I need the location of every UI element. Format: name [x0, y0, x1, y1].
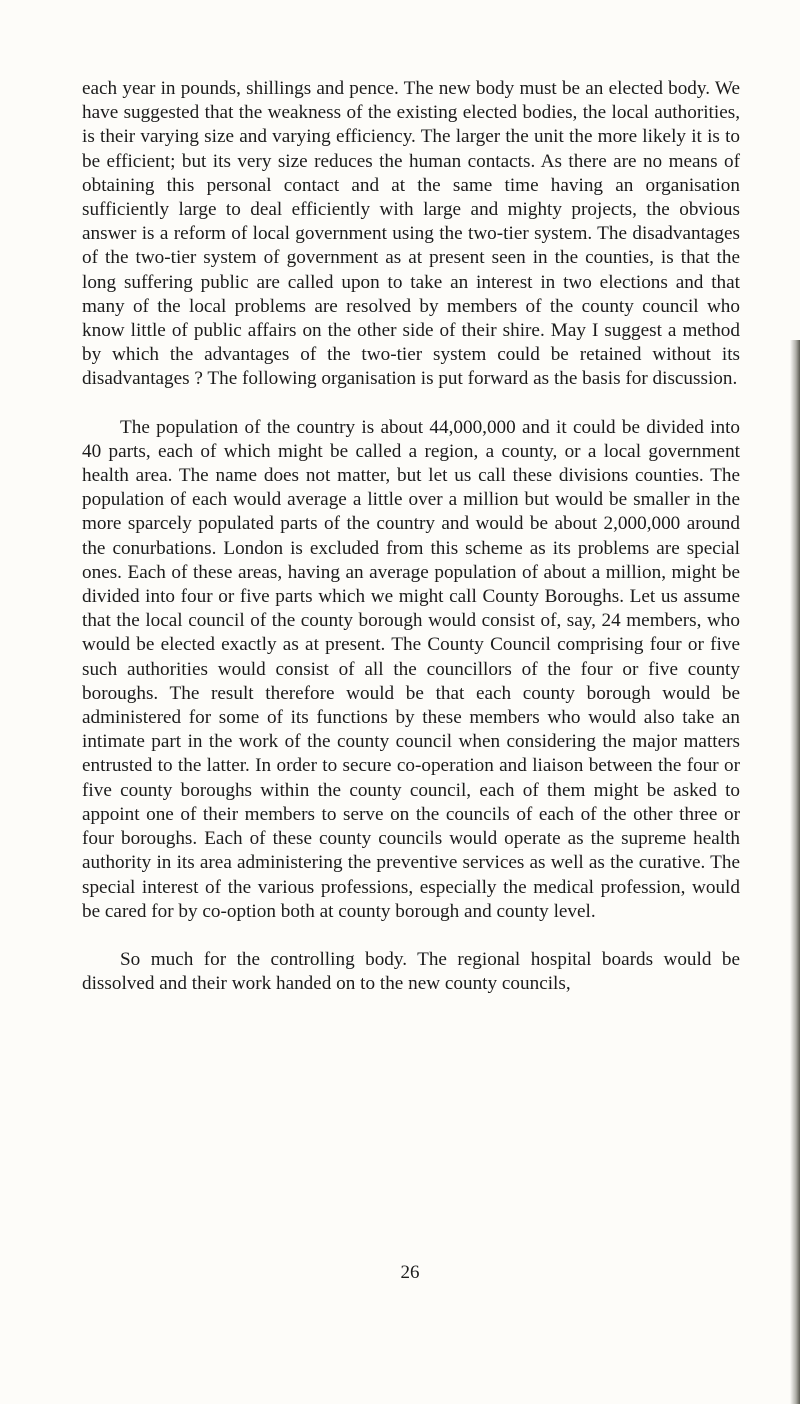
paragraph-population-scheme: The population of the country is about 44,000,000 and it could be divided into 40 parts, each of which might be called a region, a county, or a local government health area. The name does not matter, but let us call these divisions counties. The population of each would average a little over a million but would be smaller in the more sparcely populated parts of the country and would be about 2,000,000 around the conurbations. London is excluded from this scheme as its problems are special ones. Each of these areas, having an average population of about a million, might be divided into four or five parts which we might call County Boroughs. Let us assume that the local council of the county borough would consist of, say, 24 members, who would be elected exactly as at present. The County Council comprising four or five such authorities would consist of all the councillors of the four or five county boroughs. The result therefore would be that each county borough would be administered for some of its functions by these members who would also take an intimate part in the work of the county council when considering the major matters entrusted to the latter. In order to secure co-operation and liaison between the four or five county boroughs within the county council, each of them might be asked to appoint one of their members to serve on the councils of each of the other three or four boroughs. Each of these county councils would operate as the supreme health authority in its area administering the preventive services as well as the curative. The special interest of the various professions, especially the medical profession, would be cared for by co-option both at county borough and county level. — [82, 416, 740, 922]
paragraph-controlling-body: So much for the controlling body. The regional hospital boards would be dissolved and their work handed on to the new county councils, — [82, 948, 740, 995]
document-page — [82, 77, 740, 996]
page-number: 26 — [400, 1262, 420, 1283]
paragraph-continuation: each year in pounds, shillings and pence. The new body must be an elected body. We have suggested that the weakness of the existing elected bodies, the local authorities, is their varying size and varying efficiency. The larger the unit the more likely it is to be efficient; but its very size reduces the human contacts. As there are no means of obtaining this personal contact and at the same time having an organisation sufficiently large to deal efficiently with large and mighty projects, the obvious answer is a reform of local government using the two-tier system. The disadvantages of the two-tier system of government as at present seen in the counties, is that the long suffering public are called upon to take an interest in two elections and that many of the local problems are resolved by members of the county council who know little of public affairs on the other side of their shire. May I suggest a method by which the advantages of the two-tier system could be retained without its disadvantages ? The following organisation is put forward as the basis for discussion. — [82, 78, 740, 390]
page-edge-shadow — [790, 340, 800, 1404]
